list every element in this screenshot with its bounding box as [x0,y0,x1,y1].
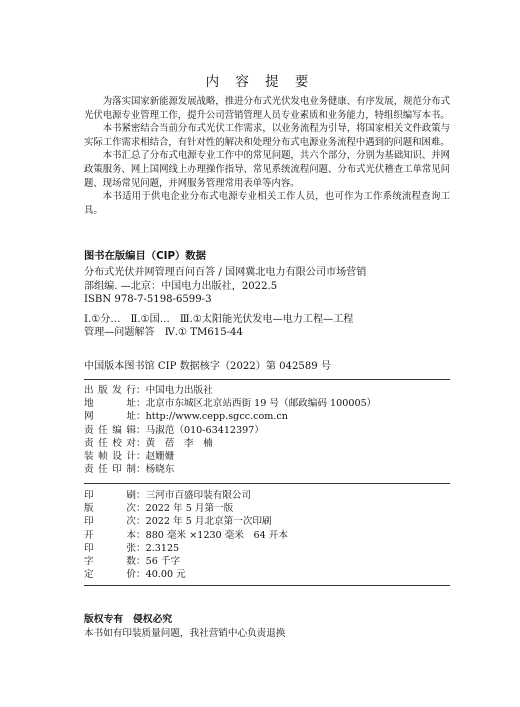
copyright-notice: 本书如有印装质量问题，我社营销中心负责退换 [84,628,286,639]
publisher-row: 网 址 ： http://www.cepp.sgcc.com.cn [84,411,288,423]
cip-record [84,266,454,346]
printing-row: 字 数 ： 56 千字 [84,556,181,568]
cip-line: 部组编. —北京：中国电力出版社，2022.5 [84,280,278,292]
printing-label: 定 价 [84,569,136,581]
cip-data-number: 中国版本图书馆 CIP 数据核字（2022）第 042589 号 [84,361,331,372]
printing-label: 版 次 [84,503,136,515]
cip-line: 分布式光伏并网管理百问百答 / 国网冀北电力有限公司市场营销 [84,267,367,278]
cip-classification-line: 管理—问题解答 Ⅳ.① TM615-44 [84,327,243,339]
publisher-value: 赵姗姗 [145,451,175,463]
printing-value: 2022 年 5 月北京第一次印刷 [145,516,272,528]
divider [84,379,450,380]
printing-row: 印 次 ： 2022 年 5 月北京第一次印刷 [84,516,272,528]
publisher-label: 出版发行 [84,385,136,396]
publisher-row: 责任印制 ： 杨晓东 [84,464,175,476]
publisher-value: 杨晓东 [145,464,175,476]
printing-label: 字 数 [84,556,136,568]
summary-body [84,95,450,217]
printing-value: 880 毫米 ×1230 毫米 64 开本 [145,529,288,541]
publisher-label: 装帧设计 [84,451,136,463]
printing-row: 印 刷 ： 三河市百盛印装有限公司 [84,490,252,501]
printing-label: 印 张 [84,542,136,554]
divider [84,585,450,586]
printing-row: 印 张 ： 2.3125 [84,542,180,554]
publisher-label: 责任编辑 [84,424,136,436]
publisher-row: 责任编辑 ： 马淑范（010-63412397） [84,424,264,436]
publisher-value: 中国电力出版社 [145,385,213,396]
publisher-label: 网 址 [84,411,136,423]
printing-label: 开 本 [84,529,136,541]
printing-value: 2022 年 5 月第一版 [145,503,234,515]
publisher-value: 马淑范（010-63412397） [145,424,264,436]
copyright-heading: 版权专有 侵权必究 [84,614,173,625]
printing-value: 56 千字 [145,556,181,568]
summary-paragraph: 本书适用于供电企业分布式电源专业相关工作人员，也可作为工作系统流程查询工具。 [84,191,450,216]
cip-classification-line: Ⅰ.①分… Ⅱ.①国… Ⅲ.①太阳能光伏发电—电力工程—工程 [84,313,354,325]
publisher-row: 出版发行 ： 中国电力出版社 [84,385,213,396]
summary-paragraph: 本书汇总了分布式电源专业工作中的常见问题，共六个部分，分别为基础知识、并网政策服务、网上国网线上办理操作指导、常见系统流程问题、分布式光伏稽查工单常见问题、现场常见问题，并网服务管理常用表单等内容。 [84,150,450,189]
printing-info [84,489,450,581]
publisher-label: 地 址 [84,398,136,410]
printing-row: 开 本 ： 880 毫米 ×1230 毫米 64 开本 [84,529,288,541]
summary-paragraph: 为落实国家新能源发展战略，推进分布式光伏发电业务健康、有序发展，规范分布式光伏电源专业管理工作，提升公司营销管理人员专业素质和业务能力，特组织编写本书。 [84,96,450,121]
publisher-value: 北京市东城区北京站西街 19 号（邮政编码 100005） [145,398,377,410]
printing-label: 印 刷 [84,490,136,501]
publisher-info [84,384,450,476]
printing-row: 定 价 ： 40.00 元 [84,569,186,581]
cip-heading: 图书在版编目（CIP）数据 [84,250,206,262]
summary-title: 内 容 提 要 [205,74,315,90]
printing-label: 印 次 [84,516,136,528]
printing-value: 2.3125 [145,542,180,554]
divider [84,483,450,484]
publisher-value: 黄 蓓 李 楠 [145,437,213,449]
publisher-row: 责任校对 ： 黄 蓓 李 楠 [84,437,213,449]
summary-paragraph: 本书紧密结合当前分布式光伏工作需求，以业务流程为引导，将国家相关文件政策与实际工作需求相结合，有针对性的解决和处理分布式电源业务流程中遇到的问题和困难。 [84,123,450,148]
publisher-row: 地 址 ： 北京市东城区北京站西街 19 号（邮政编码 100005） [84,398,377,410]
publisher-value: http://www.cepp.sgcc.com.cn [145,411,288,423]
printing-row: 版 次 ： 2022 年 5 月第一版 [84,503,234,515]
cip-line: ISBN 978-7-5198-6599-3 [84,294,212,306]
publisher-label: 责任校对 [84,437,136,449]
printing-value: 40.00 元 [145,569,186,581]
publisher-label: 责任印制 [84,464,136,476]
printing-value: 三河市百盛印装有限公司 [145,490,252,501]
publisher-row: 装帧设计 ： 赵姗姗 [84,451,175,463]
